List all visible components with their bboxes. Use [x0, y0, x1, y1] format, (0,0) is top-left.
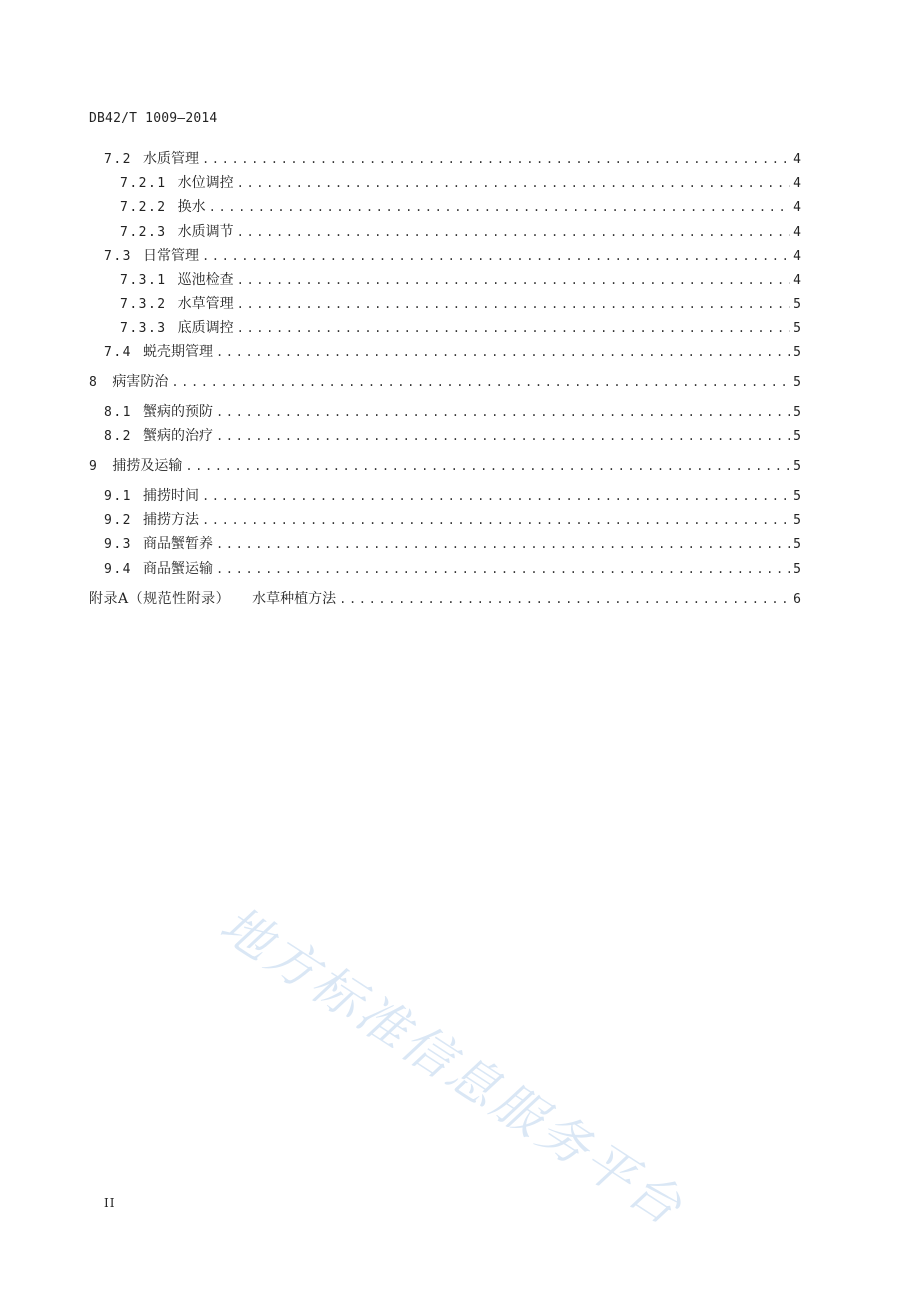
toc-entry-number: 9: [89, 459, 99, 474]
toc-leader-dots: [185, 457, 790, 475]
toc-entry-title: 蟹病的预防: [142, 404, 213, 420]
toc-leader-dots: [216, 343, 790, 361]
toc-entry[interactable]: [104, 560, 801, 578]
toc-entry[interactable]: [104, 487, 801, 505]
toc-entry[interactable]: [120, 198, 801, 216]
toc-entry-page: 4: [793, 249, 801, 264]
toc-entry-page: 5: [793, 537, 801, 552]
toc-entry-title: 水位调控: [177, 175, 234, 191]
toc-entry-title: 日常管理: [142, 248, 199, 264]
toc-entry-number: 9.2: [104, 513, 132, 528]
toc-leader-dots: [202, 487, 790, 505]
watermark: 地方标准信息服务平台: [210, 895, 695, 1238]
toc-entry[interactable]: [89, 373, 801, 391]
toc-entry-title: 蜕壳期管理: [142, 344, 213, 360]
toc-leader-dots: [237, 174, 791, 192]
toc-entry-number: 7.3.2: [120, 297, 167, 312]
toc-entry-page: 5: [793, 375, 801, 390]
toc-leader-dots: [216, 560, 790, 578]
toc-leader-dots: [237, 295, 791, 313]
toc-entry-number: 7.3.1: [120, 273, 167, 288]
toc-entry-page: 5: [793, 297, 801, 312]
toc-entry-page: 4: [793, 176, 801, 191]
toc-leader-dots: [216, 403, 790, 421]
toc-entry[interactable]: [89, 457, 801, 475]
toc-entry-number: 7.2.3: [120, 225, 167, 240]
toc-entry-number: 9.1: [104, 489, 132, 504]
toc-entry-page: 5: [793, 562, 801, 577]
toc-entry-title: 换水: [177, 199, 206, 215]
toc-entry-number: 8.2: [104, 429, 132, 444]
document-id: DB42/T 1009—2014: [89, 111, 218, 126]
toc-entry-number: 7.2.2: [120, 200, 167, 215]
toc-entry[interactable]: [104, 150, 801, 168]
toc-entry-title: 水质调节: [177, 224, 234, 240]
toc-entry-number: 9.4: [104, 562, 132, 577]
toc-entry-number: 9.3: [104, 537, 132, 552]
toc-entry-page: 5: [793, 405, 801, 420]
toc-leader-dots: [216, 427, 790, 445]
toc-entry-page: 5: [793, 489, 801, 504]
toc-entry[interactable]: [120, 223, 801, 241]
toc-entry-number: 附录A（规范性附录）: [89, 591, 231, 607]
toc-entry-page: 5: [793, 345, 801, 360]
toc-entry[interactable]: [104, 511, 801, 529]
toc-entry[interactable]: [120, 271, 801, 289]
page-number: II: [104, 1196, 116, 1210]
toc-entry-number: 7.2: [104, 152, 132, 167]
toc-entry[interactable]: [89, 590, 801, 608]
toc-entry[interactable]: [120, 319, 801, 337]
toc-leader-dots: [237, 223, 791, 241]
toc-entry-page: 4: [793, 225, 801, 240]
toc-leader-dots: [237, 319, 791, 337]
toc-leader-dots: [339, 590, 790, 608]
toc-entry[interactable]: [120, 295, 801, 313]
toc-entry[interactable]: [120, 174, 801, 192]
toc-entry[interactable]: [104, 247, 801, 265]
toc-entry-number: 7.2.1: [120, 176, 167, 191]
toc-entry-title: 底质调控: [177, 320, 234, 336]
toc-entry[interactable]: [104, 535, 801, 553]
toc-entry-number: 7.3: [104, 249, 132, 264]
toc-entry-page: 5: [793, 429, 801, 444]
toc-leader-dots: [237, 271, 791, 289]
toc-leader-dots: [171, 373, 790, 391]
toc-entry-page: 6: [793, 592, 801, 607]
toc-entry-number: 8.1: [104, 405, 132, 420]
toc-entry[interactable]: [104, 427, 801, 445]
toc-entry-title: 商品蟹运输: [142, 561, 213, 577]
toc-leader-dots: [202, 150, 790, 168]
toc-leader-dots: [202, 511, 790, 529]
toc-entry-page: 4: [793, 152, 801, 167]
toc-entry[interactable]: [104, 343, 801, 361]
toc-leader-dots: [209, 198, 791, 216]
toc-entry-page: 5: [793, 459, 801, 474]
toc-entry-title: 捕捞时间: [142, 488, 199, 504]
toc-entry-title: 蟹病的治疗: [142, 428, 213, 444]
toc-entry-page: 5: [793, 513, 801, 528]
toc-entry[interactable]: [104, 403, 801, 421]
toc-entry-title: 水草管理: [177, 296, 234, 312]
toc-entry-title: 捕捞方法: [142, 512, 199, 528]
toc-entry-title: 水质管理: [142, 151, 199, 167]
toc-entry-page: 5: [793, 321, 801, 336]
toc-entry-page: 4: [793, 273, 801, 288]
toc-entry-number: 8: [89, 375, 99, 390]
toc-entry-title: 水草种植方法: [252, 591, 337, 607]
toc-entry-title: 病害防治: [112, 374, 169, 390]
toc-entry-title: 商品蟹暂养: [142, 536, 213, 552]
toc-entry-page: 4: [793, 200, 801, 215]
toc-entry-title: 捕捞及运输: [112, 458, 183, 474]
toc-leader-dots: [216, 535, 790, 553]
toc-entry-number: 7.4: [104, 345, 132, 360]
toc-entry-number: 7.3.3: [120, 321, 167, 336]
toc-entry-title: 巡池检查: [177, 272, 234, 288]
toc-leader-dots: [202, 247, 790, 265]
